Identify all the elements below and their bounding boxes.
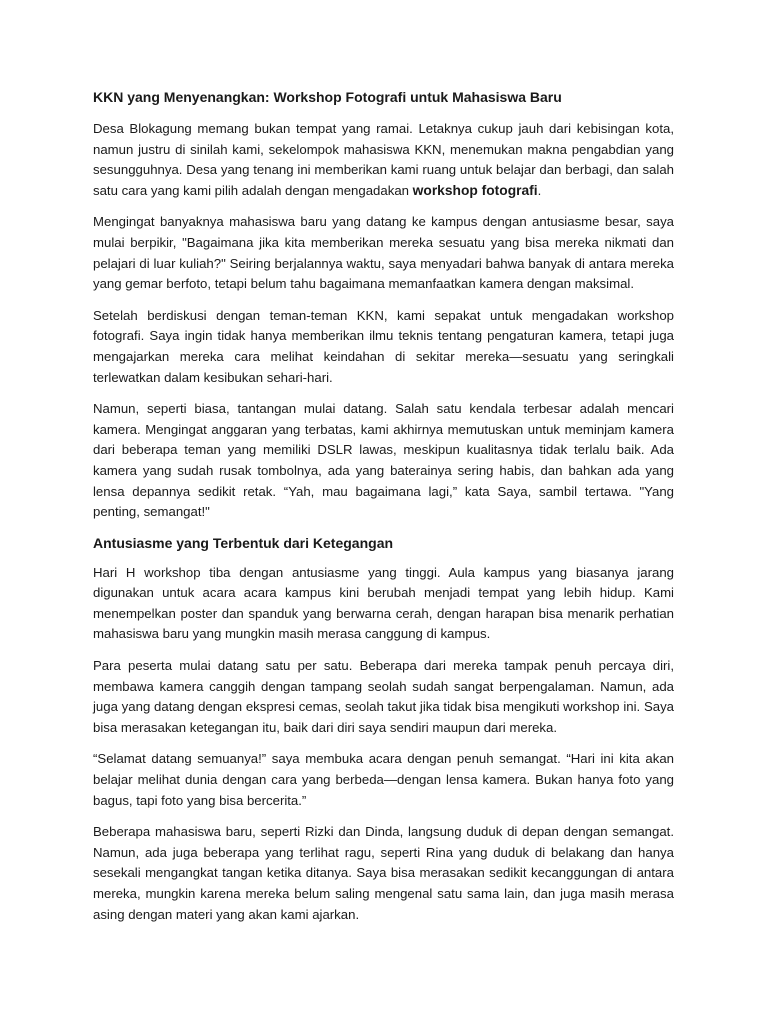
paragraph-6: Para peserta mulai datang satu per satu. Beberapa dari mereka tampak penuh percaya diri, membawa kamera canggih dengan tampang seolah sudah sangat berpengalaman. Namun, ada juga yang datang dengan ekspresi cemas, seolah takut jika tidak bisa mengikuti workshop ini. Saya bisa merasakan ketegangan itu, baik dari diri saya sendiri maupun dari mereka. [93,658,674,735]
paragraph-8: Beberapa mahasiswa baru, seperti Rizki dan Dinda, langsung duduk di depan dengan semangat. Namun, ada juga beberapa yang terlihat ragu, seperti Rina yang duduk di belakang dan hanya sesekali mengangkat tangan ketika ditanya. Saya bisa merasakan sedikit kecanggungan di antara mereka, mungkin karena mereka belum saling mengenal satu sama lain, dan juga masih merasa asing dengan materi yang akan kami ajarkan. [93,824,674,922]
paragraph-7: “Selamat datang semuanya!” saya membuka acara dengan penuh semangat. “Hari ini kita akan belajar melihat dunia dengan cara yang berbeda—dengan lensa kamera. Bukan hanya foto yang bagus, tapi foto yang bisa bercerita.” [93,751,674,808]
paragraph-1-end: . [537,182,542,198]
document-title: KKN yang Menyenangkan: Workshop Fotografi untuk Mahasiswa Baru [93,89,562,105]
paragraph-2: Mengingat banyaknya mahasiswa baru yang datang ke kampus dengan antusiasme besar, saya mulai berpikir, "Bagaimana jika kita memberikan mereka sesuatu yang bisa mereka nikmati dan pelajari di luar kuliah?" Seiring berjalannya waktu, saya menyadari bahwa banyak di antara mereka yang gemar berfoto, tetapi belum tahu bagaimana memanfaatkan kamera dengan maksimal. [93,214,674,292]
section-heading: Antusiasme yang Terbentuk dari Ketegangan [93,534,394,551]
paragraph-4: Namun, seperti biasa, tantangan mulai datang. Salah satu kendala terbesar adalah mencari kamera. Mengingat anggaran yang terbatas, kami akhirnya memutuskan untuk meminjam kamera dari beberapa teman yang memiliki DSLR lawas, meskipun kualitasnya tidak terlalu baik. Ada kamera yang sudah rusak tombolnya, ada yang baterainya sering habis, dan bahkan ada yang lensa depannya sedikit retak. “Yah, mau bagaimana lagi,” kata Saya, sambil tertawa. "Yang penting, semangat!" [93,401,674,520]
paragraph-1 [93,119,674,201]
paragraph-3: Setelah berdiskusi dengan teman-teman KKN, kami sepakat untuk mengadakan workshop fotografi. Saya ingin tidak hanya memberikan ilmu teknis tentang pengaturan kamera, tetapi juga mengajarkan mereka cara melihat keindahan di sekitar mereka—sesuatu yang seringkali terlewatkan dalam kesibukan sehari-hari. [93,307,674,385]
document-page [93,88,674,936]
paragraph-1-bold-term: workshop fotografi [412,182,538,198]
paragraph-1-text: Desa Blokagung memang bukan tempat yang ramai. Letaknya cukup jauh dari kebisingan kota, namun justru di sinilah kami, sekelompok mahasiswa KKN, menemukan makna pengabdian yang sesungguhnya. Desa yang tenang ini memberikan kami ruang untuk belajar dan berbagi, dan salah satu cara yang kami pilih adalah dengan mengadakan [93,121,674,198]
paragraph-5: Hari H workshop tiba dengan antusiasme yang tinggi. Aula kampus yang biasanya jarang digunakan untuk acara acara kampus kini berubah menjadi tempat yang lebih hidup. Kami menempelkan poster dan spanduk yang berwarna cerah, dengan harapan bisa menarik perhatian mahasiswa baru yang mungkin masih merasa canggung di kampus. [93,564,674,642]
